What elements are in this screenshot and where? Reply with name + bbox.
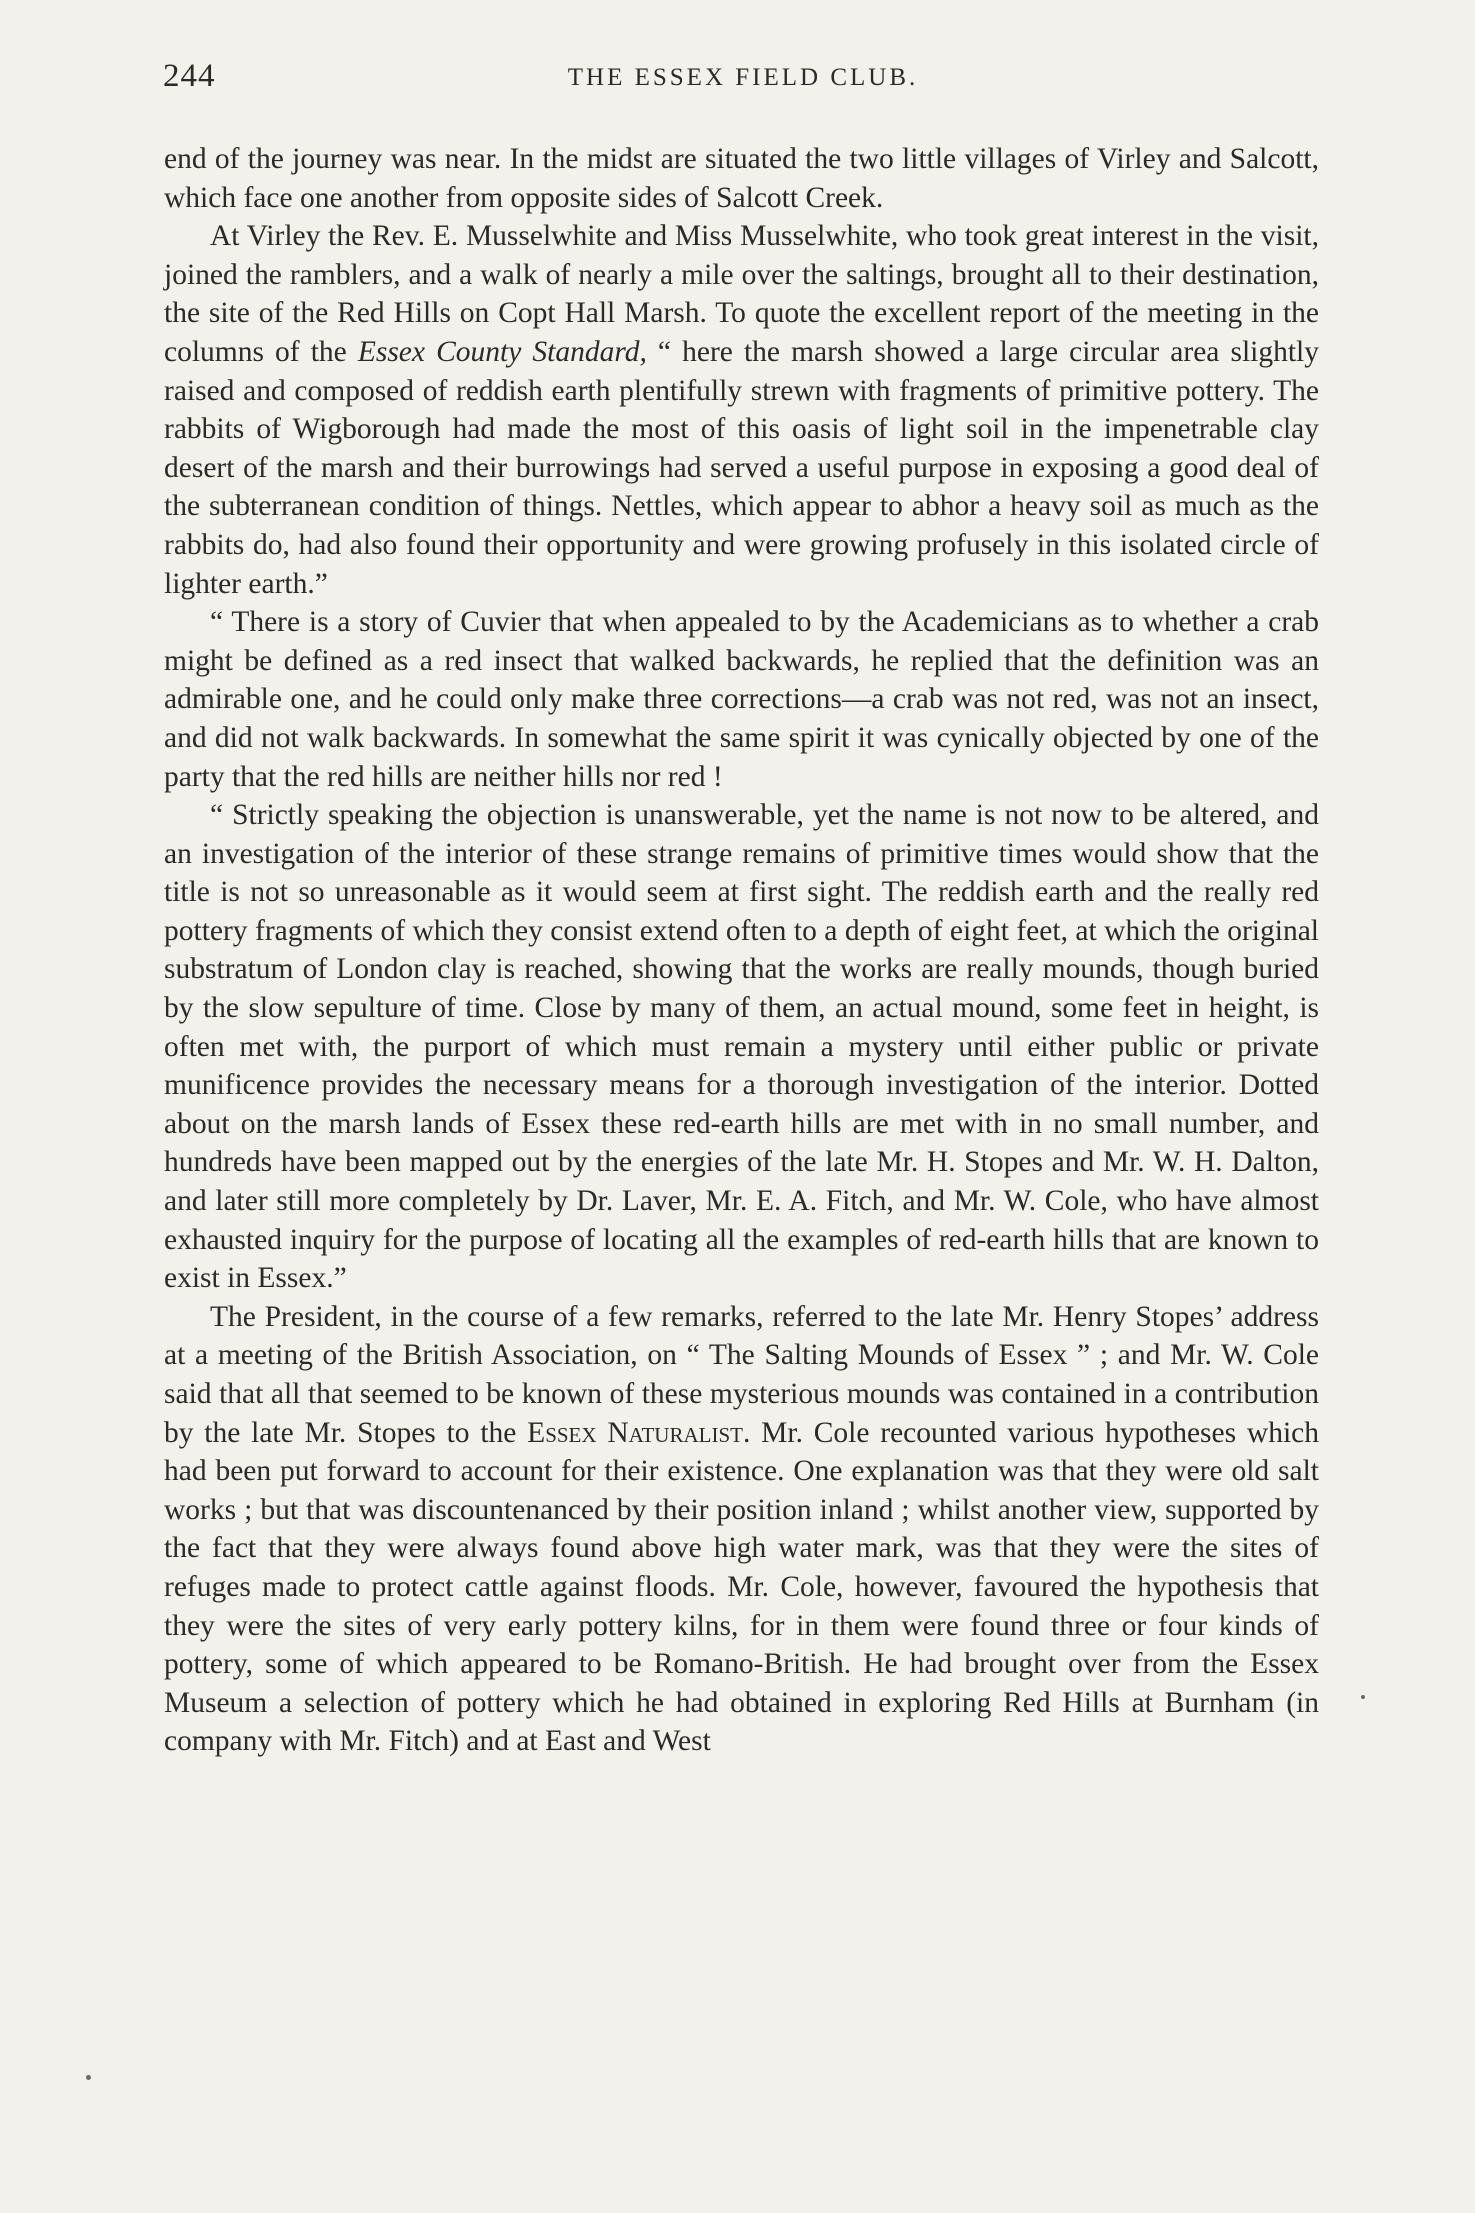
running-head: THE ESSEX FIELD CLUB. — [567, 64, 919, 91]
paragraph-1: end of the journey was near. In the midst are situated the two little villages of Virley and Salcott, which face one another from opposite sides of Salcott Creek. — [164, 143, 1319, 214]
paragraph-3: “ There is a story of Cuvier that when appealed to by the Academicians as to whether a crab might be defined as a red insect that walked backwards, he replied that the definition was an admirable one, and he could only make three corrections—a crab was not red, was not an insect, and did not walk backwards. In somewhat the same spirit it was cynically objected by one of the party that the red hills are neither hills nor red ! — [164, 606, 1319, 793]
paragraph-2-text-before: At Virley the Rev. E. Musselwhite and Miss Musselwhite, who took great interest in the visit, joined the ramblers, and a walk of nearly a mile over the saltings, brought all to their destination, the site of the Red Hills on Copt Hall Marsh. To quote the excellent report of the meeting in the columns of the — [164, 220, 1319, 368]
paragraph-5 — [164, 1298, 1319, 1761]
page-header — [163, 58, 1323, 102]
paragraph-2-text-after: “ here the marsh showed a large circular area slightly raised and composed of reddish earth plentifully strewn with fragments of primitive pottery. The rabbits of Wigborough had made the most of this oasis of light soil in the impenetrable clay desert of the marsh and their burrowings had served a useful purpose in exposing a good deal of the subterranean condition of things. Nettles, which appear to abhor a heavy soil as much as the rabbits do, had also found their opportunity and were growing profusely in this isolated circle of lighter earth.” — [164, 335, 1319, 600]
paper-speck — [86, 2075, 91, 2080]
paragraph-5-text-before: The President, in the course of a few remarks, referred to the late Mr. Henry Stopes’ address at a meeting of the British Association, on “ The Salting Mounds of Essex ” ; and Mr. W. Cole said that all that seemed to be known of these mysterious mounds was contained in a contribution by the late Mr. Stopes to the — [164, 1300, 1319, 1449]
paragraph-2 — [164, 217, 1319, 603]
newspaper-title: Essex County Standard, — [357, 335, 647, 368]
journal-title: Essex Naturalist. — [527, 1416, 751, 1449]
paragraph-4: “ Strictly speaking the objection is unanswerable, yet the name is not now to be altered, and an investigation of the interior of these strange remains of primitive times would show that the title is not so unreasonable as it would seem at first sight. The reddish earth and the really red pottery fragments of which they consist extend often to a depth of eight feet, at which the original substratum of London clay is reached, showing that the works are really mounds, though buried by the slow sepulture of time. Close by many of them, an actual mound, some feet in height, is often met with, the purport of which must remain a mystery until either public or private munificence provides the necessary means for a thorough investigation of the interior. Dotted about on the marsh lands of Essex these red-earth hills are met with in no small number, and hundreds have been mapped out by the energies of the late Mr. H. Stopes and Mr. W. H. Dalton, and later still more completely by Dr. Laver, Mr. E. A. Fitch, and Mr. W. Cole, who have almost exhausted inquiry for the purpose of locating all the examples of red-earth hills that are known to exist in Essex.” — [164, 799, 1319, 1295]
paper-speck — [1361, 1695, 1365, 1699]
page-number: 244 — [163, 58, 216, 94]
body-text — [164, 140, 1319, 1761]
paragraph-5-text-after: Mr. Cole recounted various hypotheses which had been put forward to account for their existence. One explanation was that they were old salt works ; but that was discountenanced by their position inland ; whilst another view, supported by the fact that they were always found above high water mark, was that they were the sites of refuges made to protect cattle against floods. Mr. Cole, however, favoured the hypothesis that they were the sites of very early pottery kilns, for in them were found three or four kinds of pottery, some of which appeared to be Romano-British. He had brought over from the Essex Museum a selection of pottery which he had obtained in exploring Red Hills at Burnham (in company with Mr. Fitch) and at East and West — [164, 1416, 1319, 1758]
